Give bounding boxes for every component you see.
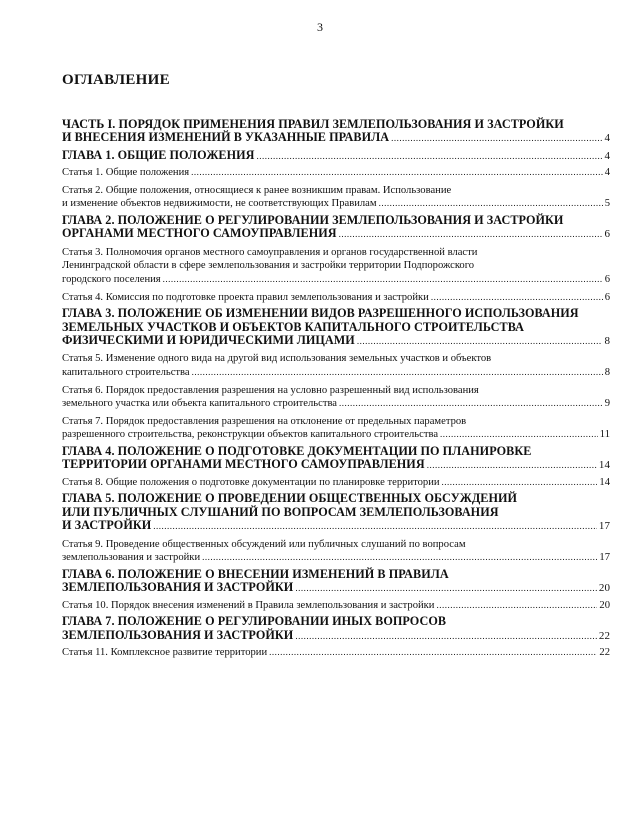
toc-entry-text: ГЛАВА 4. ПОЛОЖЕНИЕ О ПОДГОТОВКЕ ДОКУМЕНТАЦИИ ПО ПЛАНИРОВКЕ (62, 443, 532, 458)
leader-dots (391, 131, 602, 145)
toc-entry-text: ЗЕМЛЕПОЛЬЗОВАНИЯ И ЗАСТРОЙКИ (62, 627, 294, 642)
toc-entry-chapter-4[interactable] (62, 445, 610, 473)
leader-dots (295, 581, 597, 595)
toc-entry-text: землепользования и застройки (62, 552, 201, 564)
leader-dots (191, 166, 603, 180)
leader-dots (269, 646, 597, 660)
leader-dots (257, 149, 603, 163)
toc-entry-text: земельного участка или объекта капитального строительства (62, 398, 338, 410)
toc-entry-text: городского поселения (62, 274, 161, 285)
leader-dots (202, 551, 597, 565)
toc-entry-text: И ВНЕСЕНИЯ ИЗМЕНЕНИЙ В УКАЗАННЫЕ ПРАВИЛА (62, 130, 390, 145)
toc-page-number: 9 (604, 398, 610, 410)
toc-entry-text: Статья 5. Изменение одного вида на другой вид использования земельных участков и объектов (62, 353, 492, 365)
toc-page-number: 17 (599, 552, 610, 564)
toc-entry-text: Ленинградской области в сфере землепользования и застройки территории Подпорожского (62, 260, 475, 272)
toc-entry-chapter-6[interactable] (62, 568, 610, 596)
toc-entry-article-5[interactable] (62, 352, 610, 379)
toc-entry-article-10[interactable] (62, 599, 610, 613)
toc-page-number: 14 (598, 459, 610, 472)
toc-entry-article-7[interactable] (62, 415, 610, 442)
toc-entry-text: капитального строительства (62, 367, 190, 378)
leader-dots (295, 629, 597, 643)
toc-entry-article-9[interactable] (62, 538, 610, 565)
toc-entry-chapter-5[interactable] (62, 492, 610, 533)
toc-entry-article-11[interactable] (62, 646, 610, 660)
toc-entry-text: И ЗАСТРОЙКИ (62, 518, 152, 533)
toc-entry-article-2[interactable] (62, 184, 610, 211)
toc-entry-chapter-3[interactable] (62, 307, 610, 348)
toc-page-number: 4 (604, 167, 610, 179)
toc-entry-text: ЧАСТЬ I. ПОРЯДОК ПРИМЕНЕНИЯ ПРАВИЛ ЗЕМЛЕПОЛЬЗОВАНИЯ И ЗАСТРОЙКИ (62, 117, 564, 131)
toc-entry-text: ФИЗИЧЕСКИМИ И ЮРИДИЧЕСКИМИ ЛИЦАМИ (62, 333, 355, 347)
toc-entry-text: Статья 10. Порядок внесения изменений в Правила землепользования и застройки (62, 599, 435, 611)
toc-entry-text: ОРГАНАМИ МЕСТНОГО САМОУПРАВЛЕНИЯ (62, 226, 337, 241)
leader-dots (442, 476, 598, 490)
toc-entry-article-8[interactable] (62, 476, 610, 490)
toc-entry-text: Статья 11. Комплексное развитие территории (62, 647, 268, 658)
toc-page-number: 6 (604, 291, 610, 303)
toc-entry-text: Статья 7. Порядок предоставления разрешения на отклонение от предельных параметров (62, 415, 467, 427)
toc-entry-text: ГЛАВА 5. ПОЛОЖЕНИЕ О ПРОВЕДЕНИИ ОБЩЕСТВЕННЫХ ОБСУЖДЕНИЙ (62, 491, 518, 506)
toc-entry-text: ЗЕМЕЛЬНЫХ УЧАСТКОВ И ОБЪЕКТОВ КАПИТАЛЬНОГО СТРОИТЕЛЬСТВА (62, 319, 524, 334)
toc-entry-article-1[interactable] (62, 166, 610, 180)
toc-page-number: 17 (598, 520, 610, 533)
toc-entry-article-3[interactable] (62, 246, 610, 287)
leader-dots (163, 273, 603, 287)
toc-entry-part-1[interactable] (62, 118, 610, 146)
toc-entry-text: Статья 8. Общие положения о подготовке документации по планировке территории (62, 476, 440, 488)
toc-page-number: 8 (604, 335, 610, 347)
toc-page-number: 6 (604, 274, 610, 285)
toc-entry-text: разрешенного строительства, реконструкции объектов капитального строительства (62, 429, 439, 441)
toc-entry-text: Статья 1. Общие положения (62, 167, 190, 179)
toc-entry-text: ГЛАВА 7. ПОЛОЖЕНИЕ О РЕГУЛИРОВАНИИ ИНЫХ ВОПРОСОВ (62, 614, 447, 629)
table-of-contents (62, 118, 610, 660)
toc-entry-text: Статья 4. Комиссия по подготовке проекта правил землепользования и застройки (62, 291, 429, 303)
toc-page-number: 8 (604, 367, 610, 378)
leader-dots (153, 519, 597, 533)
toc-entry-text: Статья 6. Порядок предоставления разрешения на условно разрешенный вид использования (62, 384, 479, 396)
toc-entry-chapter-1[interactable] (62, 149, 610, 163)
toc-entry-chapter-7[interactable] (62, 615, 610, 643)
toc-entry-chapter-2[interactable] (62, 214, 610, 242)
toc-entry-text: ГЛАВА 2. ПОЛОЖЕНИЕ О РЕГУЛИРОВАНИИ ЗЕМЛЕПОЛЬЗОВАНИЯ И ЗАСТРОЙКИ (62, 213, 564, 227)
toc-entry-text: ГЛАВА 6. ПОЛОЖЕНИЕ О ВНЕСЕНИИ ИЗМЕНЕНИЙ В ПРАВИЛА (62, 566, 449, 581)
toc-entry-text: ГЛАВА 1. ОБЩИЕ ПОЛОЖЕНИЯ (62, 147, 255, 162)
toc-heading: ОГЛАВЛЕНИЕ (62, 72, 170, 88)
leader-dots (427, 458, 597, 472)
toc-entry-text: ЗЕМЛЕПОЛЬЗОВАНИЯ И ЗАСТРОЙКИ (62, 580, 294, 595)
leader-dots (440, 428, 598, 442)
toc-page-number: 4 (604, 149, 610, 162)
toc-page-number: 14 (599, 476, 610, 488)
toc-entry-text: Статья 3. Полномочия органов местного самоуправления и органов государственной власти (62, 246, 478, 258)
toc-page-number: 20 (598, 582, 610, 595)
toc-page-number: 22 (598, 629, 610, 642)
toc-entry-text: ГЛАВА 3. ПОЛОЖЕНИЕ ОБ ИЗМЕНЕНИИ ВИДОВ РАЗРЕШЕННОГО ИСПОЛЬЗОВАНИЯ (62, 306, 579, 321)
toc-page-number: 11 (599, 429, 610, 441)
leader-dots (339, 227, 603, 241)
leader-dots (431, 291, 603, 305)
toc-page-number: 22 (599, 647, 610, 658)
toc-entry-article-6[interactable] (62, 384, 610, 411)
toc-page-number: 5 (604, 198, 610, 210)
toc-entry-text: Статья 2. Общие положения, относящиеся к ранее возникшим правам. Использование (62, 184, 452, 196)
leader-dots (192, 366, 603, 380)
toc-entry-text: ТЕРРИТОРИИ ОРГАНАМИ МЕСТНОГО САМОУПРАВЛЕНИЯ (62, 457, 425, 472)
toc-entry-text: ИЛИ ПУБЛИЧНЫХ СЛУШАНИЙ ПО ВОПРОСАМ ЗЕМЛЕПОЛЬЗОВАНИЯ (62, 504, 499, 519)
leader-dots (339, 397, 603, 411)
toc-page-number: 6 (604, 228, 610, 241)
leader-dots (436, 599, 597, 613)
toc-entry-article-4[interactable] (62, 291, 610, 305)
leader-dots (357, 334, 603, 348)
toc-entry-text: Статья 9. Проведение общественных обсуждений или публичных слушаний по вопросам (62, 538, 466, 550)
toc-page-number: 20 (599, 599, 610, 611)
toc-page-number: 4 (604, 132, 610, 145)
page-number: 3 (317, 20, 323, 34)
leader-dots (379, 197, 603, 211)
toc-entry-text: и изменение объектов недвижимости, не соответствующих Правилам (62, 198, 377, 210)
